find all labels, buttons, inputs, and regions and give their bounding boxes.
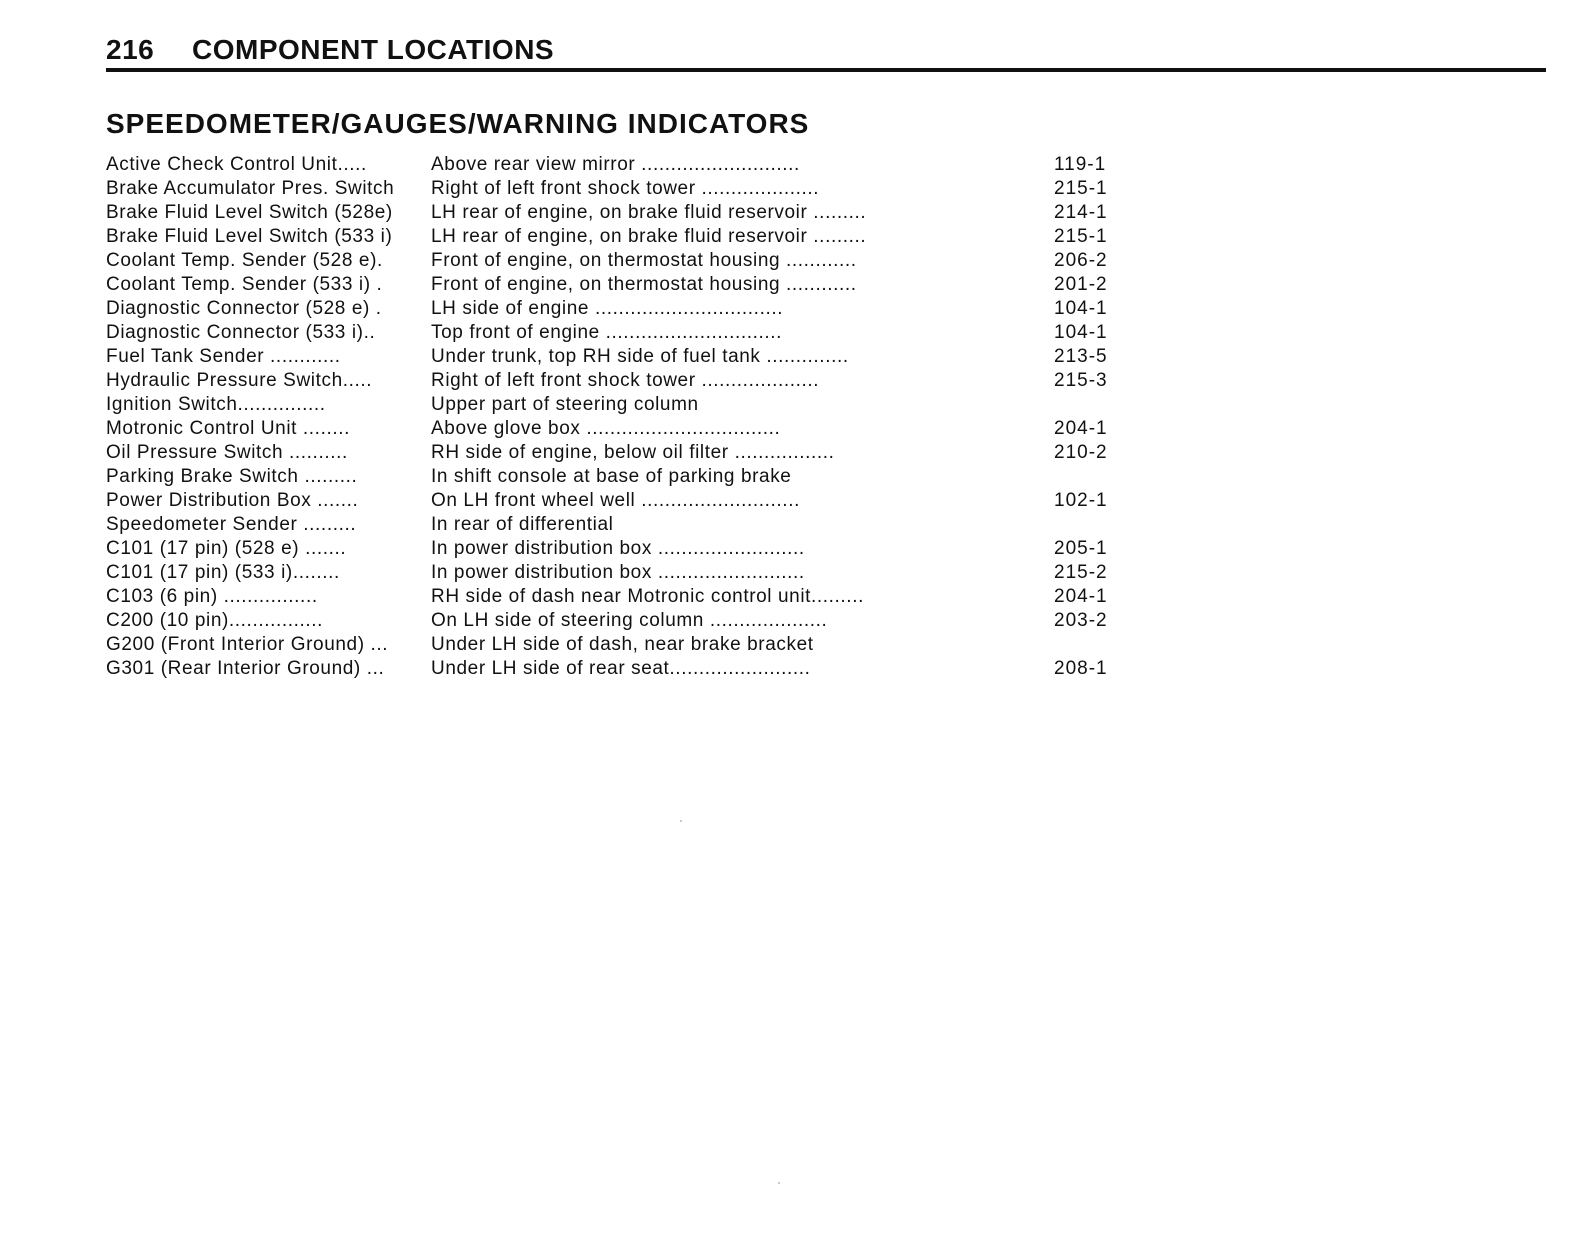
list-item bbox=[106, 440, 1108, 464]
component-name: Brake Accumulator Pres. Switch bbox=[106, 178, 395, 199]
list-item bbox=[106, 584, 1108, 608]
page-header bbox=[106, 34, 1546, 72]
figure-reference: 102-1 bbox=[1054, 490, 1108, 511]
component-name: C101 (17 pin) (528 e) ....... bbox=[106, 538, 347, 559]
list-item bbox=[106, 176, 1108, 200]
figure-reference: 205-1 bbox=[1054, 538, 1108, 559]
component-location: RH side of engine, below oil filter ................. bbox=[431, 442, 835, 463]
figure-reference: 208-1 bbox=[1054, 658, 1108, 679]
component-name: C200 (10 pin)................ bbox=[106, 610, 323, 631]
component-name: Diagnostic Connector (533 i).. bbox=[106, 322, 376, 343]
component-name: Coolant Temp. Sender (528 e). bbox=[106, 250, 383, 271]
figure-reference: 204-1 bbox=[1054, 586, 1108, 607]
component-name: Parking Brake Switch ......... bbox=[106, 466, 358, 487]
component-name: G200 (Front Interior Ground) ... bbox=[106, 634, 389, 655]
figure-reference: 215-1 bbox=[1054, 226, 1108, 247]
component-name: Power Distribution Box ....... bbox=[106, 490, 359, 511]
list-item bbox=[106, 392, 1046, 416]
component-location: Under LH side of dash, near brake bracket bbox=[431, 634, 814, 655]
figure-reference: 104-1 bbox=[1054, 298, 1108, 319]
list-item bbox=[106, 152, 1107, 176]
component-name: Oil Pressure Switch .......... bbox=[106, 442, 348, 463]
list-item bbox=[106, 296, 1108, 320]
list-item bbox=[106, 632, 1046, 656]
component-name: Motronic Control Unit ........ bbox=[106, 418, 350, 439]
component-location: In shift console at base of parking brake bbox=[431, 466, 792, 487]
component-name: G301 (Rear Interior Ground) ... bbox=[106, 658, 385, 679]
component-name: C101 (17 pin) (533 i)........ bbox=[106, 562, 340, 583]
component-location: RH side of dash near Motronic control unit......... bbox=[431, 586, 864, 607]
component-location: On LH front wheel well ........................... bbox=[431, 490, 800, 511]
figure-reference: 206-2 bbox=[1054, 250, 1108, 271]
component-location: Above glove box ................................. bbox=[431, 418, 781, 439]
list-item bbox=[106, 248, 1108, 272]
component-name: Fuel Tank Sender ............ bbox=[106, 346, 341, 367]
component-name: Brake Fluid Level Switch (528e) bbox=[106, 202, 393, 223]
figure-reference: 214-1 bbox=[1054, 202, 1108, 223]
list-item bbox=[106, 320, 1108, 344]
component-name: Speedometer Sender ......... bbox=[106, 514, 357, 535]
list-item bbox=[106, 368, 1108, 392]
list-item bbox=[106, 656, 1108, 680]
component-location: LH rear of engine, on brake fluid reservoir ......... bbox=[431, 202, 867, 223]
component-location: Upper part of steering column bbox=[431, 394, 699, 415]
figure-reference: 203-2 bbox=[1054, 610, 1108, 631]
list-item bbox=[106, 608, 1108, 632]
component-name: Diagnostic Connector (528 e) . bbox=[106, 298, 382, 319]
component-name: Ignition Switch............... bbox=[106, 394, 326, 415]
section-title: SPEEDOMETER/GAUGES/WARNING INDICATORS bbox=[106, 108, 810, 139]
component-location: Above rear view mirror ........................... bbox=[431, 154, 800, 175]
list-item bbox=[106, 560, 1108, 584]
figure-reference: 204-1 bbox=[1054, 418, 1108, 439]
component-location: In power distribution box ......................... bbox=[431, 538, 805, 559]
component-location: Front of engine, on thermostat housing ............ bbox=[431, 274, 857, 295]
component-name: Active Check Control Unit..... bbox=[106, 154, 367, 175]
component-location: Under LH side of rear seat........................ bbox=[431, 658, 811, 679]
list-item bbox=[106, 416, 1108, 440]
component-location: Top front of engine .............................. bbox=[431, 322, 783, 343]
scan-speck bbox=[778, 1182, 780, 1184]
figure-reference: 215-1 bbox=[1054, 178, 1108, 199]
component-location: In rear of differential bbox=[431, 514, 614, 535]
component-name: Hydraulic Pressure Switch..... bbox=[106, 370, 373, 391]
figure-reference: 201-2 bbox=[1054, 274, 1108, 295]
list-item bbox=[106, 464, 1046, 488]
figure-reference: 213-5 bbox=[1054, 346, 1108, 367]
list-item bbox=[106, 344, 1108, 368]
component-name: Brake Fluid Level Switch (533 i) bbox=[106, 226, 393, 247]
component-name: C103 (6 pin) ................ bbox=[106, 586, 318, 607]
page-number: 216 bbox=[106, 34, 155, 65]
page-heading: COMPONENT LOCATIONS bbox=[192, 34, 555, 65]
component-location: On LH side of steering column .................... bbox=[431, 610, 828, 631]
component-name: Coolant Temp. Sender (533 i) . bbox=[106, 274, 383, 295]
list-item bbox=[106, 536, 1108, 560]
component-location: Front of engine, on thermostat housing ............ bbox=[431, 250, 857, 271]
list-item bbox=[106, 512, 1046, 536]
list-item bbox=[106, 272, 1108, 296]
figure-reference: 104-1 bbox=[1054, 322, 1108, 343]
figure-reference: 210-2 bbox=[1054, 442, 1108, 463]
component-location: LH side of engine ................................ bbox=[431, 298, 784, 319]
component-location: LH rear of engine, on brake fluid reservoir ......... bbox=[431, 226, 867, 247]
component-location: Right of left front shock tower .................... bbox=[431, 178, 820, 199]
list-item bbox=[106, 488, 1108, 512]
list-item bbox=[106, 224, 1108, 248]
component-location: Right of left front shock tower .................... bbox=[431, 370, 820, 391]
figure-reference: 215-3 bbox=[1054, 370, 1108, 391]
component-location: Under trunk, top RH side of fuel tank .............. bbox=[431, 346, 849, 367]
figure-reference: 215-2 bbox=[1054, 562, 1108, 583]
scan-speck bbox=[680, 820, 682, 822]
component-location-list bbox=[106, 152, 1108, 680]
list-item bbox=[106, 200, 1108, 224]
component-location: In power distribution box ......................... bbox=[431, 562, 805, 583]
figure-reference: 119-1 bbox=[1054, 154, 1107, 175]
